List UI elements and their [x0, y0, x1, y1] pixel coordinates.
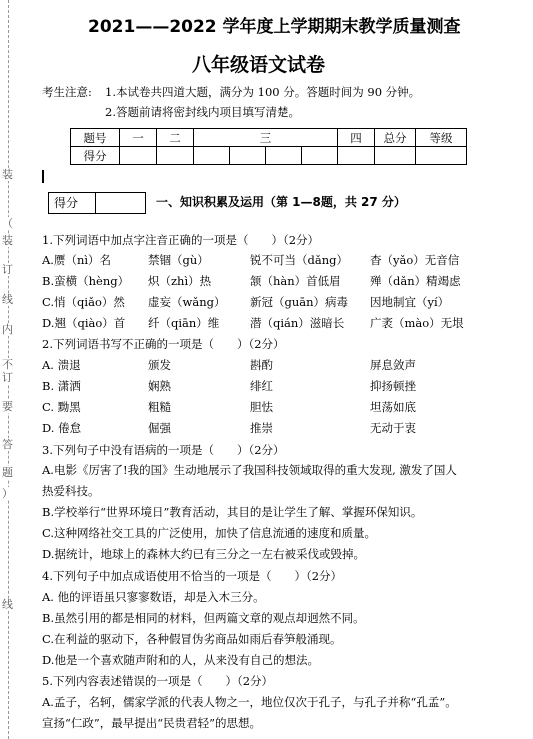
question-2-option-item: A. 溃退: [42, 358, 81, 372]
question-1-option-item: D.翘（qiào）首: [42, 316, 126, 330]
question-3-stem: 3.下列句子中没有语病的一项是（ ）（2分）: [42, 443, 285, 457]
score-cell: [375, 147, 416, 165]
notice-label: 考生注意:: [42, 85, 92, 99]
question-2-option-item: 屏息敛声: [370, 358, 416, 372]
question-2-option-item: 娴熟: [148, 379, 171, 393]
margin-char: ）: [2, 487, 13, 500]
question-4-option: C.在利益的驱动下，各种假冒伪劣商品如雨后春笋般涌现。: [42, 632, 342, 646]
question-1-option-item: 禁锢（gù）: [148, 253, 209, 267]
score-cell: [230, 147, 266, 165]
score-table-score-row: [71, 147, 467, 165]
score-table-header: 一: [120, 129, 157, 147]
notice-line-1: 1.本试卷共四道大题，满分为 100 分。答题时间为 90 分钟。: [105, 85, 421, 99]
score-row-label: 得分: [71, 147, 120, 165]
score-table-header: 总分: [375, 129, 416, 147]
question-3-option: 热爱科技。: [42, 484, 100, 498]
margin-char: 线: [2, 293, 13, 306]
score-cell: [157, 147, 194, 165]
score-cell: [302, 147, 338, 165]
score-cell: [194, 147, 230, 165]
question-5-option: 宣扬“仁政”，最早提出“民贵君轻”的思想。: [42, 716, 262, 730]
section-heading: 一、知识积累及运用（第 1—8题，共 27 分）: [156, 195, 406, 209]
question-4-stem: 4.下列句子中加点成语使用不恰当的一项是（ ）（2分）: [42, 569, 343, 583]
paper-title: 八年级语文试卷: [192, 54, 326, 76]
question-2-option-item: D. 倦怠: [42, 421, 82, 435]
question-1-option-item: 新冠（guān）病毒: [250, 295, 349, 309]
question-1-option-item: C.悄（qiǎo）然: [42, 295, 125, 309]
question-3-option: B.学校举行“世界环境日”教育活动，其目的是让学生了解、掌握环保知识。: [42, 505, 423, 519]
score-table: [70, 128, 467, 165]
question-2-option-item: B. 潇洒: [42, 379, 81, 393]
question-2-option-item: C. 黝黑: [42, 400, 81, 414]
question-1-option-item: 广袤（mào）无垠: [370, 316, 464, 330]
score-table-header: 四: [338, 129, 375, 147]
question-2-option-item: 粗糙: [148, 400, 171, 414]
margin-char: 题: [2, 466, 13, 479]
question-1-stem: 1.下列词语中加点字注音正确的一项是（ ）（2分）: [42, 233, 320, 247]
score-cell: [266, 147, 302, 165]
question-1-option-item: 潜（qián）滋暗长: [250, 316, 345, 330]
question-4-option: A. 他的评语虽只寥寥数语，却是入木三分。: [42, 590, 265, 604]
question-1-option-item: 杳（yǎo）无音信: [370, 253, 460, 267]
question-2-option-item: 坦荡如底: [370, 400, 416, 414]
question-1-option-item: 纤（qiān）维: [148, 316, 220, 330]
question-4-option: B.虽然引用的都是相同的材料，但两篇文章的观点却迥然不同。: [42, 611, 365, 625]
score-table-header: 三: [194, 129, 338, 147]
section-score-divider: [95, 193, 96, 213]
question-2-option-item: 胆怯: [250, 400, 273, 414]
question-5-option: A.孟子，名轲，儒家学派的代表人物之一，地位仅次于孔子，与孔子并称“孔孟”。: [42, 695, 457, 709]
exam-title: 2021——2022 学年度上学期期末教学质量测查: [88, 17, 461, 37]
score-table-header: 题号: [71, 129, 120, 147]
question-1-option-item: 殚（dǎn）精竭虑: [370, 274, 461, 288]
question-2-option-item: 斟酌: [250, 358, 273, 372]
margin-char: 线: [2, 598, 13, 611]
margin-char: 装: [2, 168, 13, 181]
score-table-header-row: [71, 129, 467, 147]
score-cell: [338, 147, 375, 165]
question-1-option-item: 虚妄（wǎng）: [148, 295, 226, 309]
question-1-option-item: B.蛮横（hèng）: [42, 274, 130, 288]
question-2-stem: 2.下列词语书写不正确的一项是（ ）（2分）: [42, 337, 285, 351]
question-3-option: A.电影《厉害了!我的国》生动地展示了我国科技领域取得的重大发现, 激发了国人: [42, 463, 457, 477]
question-1-option-item: 锐不可当（dǎng）: [250, 253, 348, 267]
margin-char: 不: [2, 358, 13, 371]
question-1-option-item: 颔（hàn）首低眉: [250, 274, 341, 288]
text-cursor: [42, 170, 44, 183]
score-table-header: 二: [157, 129, 194, 147]
notice-line-2: 2.答题前请将密封线内项目填写清楚。: [105, 105, 300, 119]
question-3-option: D.据统计，地球上的森林大约已有三分之一左右被采伐或毁掉。: [42, 547, 365, 561]
question-5-stem: 5.下列内容表述错误的一项是（ ）（2分）: [42, 674, 274, 688]
margin-char: 订: [2, 371, 13, 384]
question-2-option-item: 无动于衷: [370, 421, 416, 435]
question-4-option: D.他是一个喜欢随声附和的人，从来没有自己的想法。: [42, 653, 319, 667]
section-score-box: [48, 192, 146, 214]
score-cell: [416, 147, 467, 165]
margin-char: （: [2, 217, 13, 230]
question-2-option-item: 倔强: [148, 421, 171, 435]
score-cell: [120, 147, 157, 165]
question-2-option-item: 绯红: [250, 379, 273, 393]
margin-char: 订: [2, 263, 13, 276]
question-2-option-item: 推崇: [250, 421, 273, 435]
section-score-label: 得分: [54, 196, 79, 210]
margin-char: 装: [2, 234, 13, 247]
question-2-option-item: 颁发: [148, 358, 171, 372]
margin-char: 要: [2, 400, 13, 413]
margin-char: 内: [2, 323, 13, 336]
score-table-header: 等级: [416, 129, 467, 147]
question-3-option: C.这种网络社交工具的广泛使用，加快了信息流通的速度和质量。: [42, 526, 377, 540]
question-1-option-item: 因地制宜（yí）: [370, 295, 450, 309]
margin-char: 答: [2, 438, 13, 451]
question-1-option-item: 炽（zhì）热: [148, 274, 212, 288]
question-1-option-item: A.赝（nì）名: [42, 253, 112, 267]
question-2-option-item: 抑扬顿挫: [370, 379, 416, 393]
